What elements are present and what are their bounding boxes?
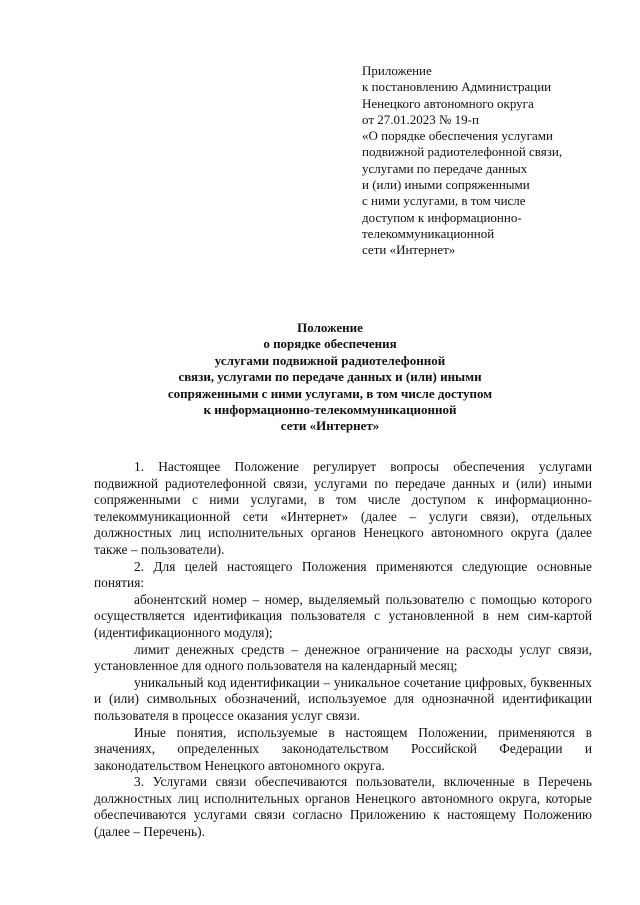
definition-unique-code: уникальный код идентификации – уникальное сочетание цифровых, буквенных и (или) символьных обозначений, используемое для однозначной идентификации пользователя в процессе оказания услуг связи. — [94, 674, 592, 723]
appendix-line: телекоммуникационной — [362, 225, 495, 241]
definition-funds-limit: лимит денежных средств – денежное ограничение на расходы услуг связи, установленное для одного пользователя на календарный месяц; — [94, 641, 592, 674]
document-body — [94, 459, 592, 841]
paragraph-2: 2. Для целей настоящего Положения применяются следующие основные понятия: — [94, 558, 592, 591]
appendix-line: услугами по передаче данных — [362, 160, 528, 176]
document-title — [80, 320, 580, 435]
paragraph-1: 1. Настоящее Положение регулирует вопросы обеспечения услугами подвижной радиотелефонной связи, услугами по передаче данных и (или) иными сопряженными с ними услугами, в том числе доступом к информационно-телекоммуникационной сети «Интернет» (далее – услуги связи), отдельных должностных лиц исполнительных органов Ненецкого автономного округа (далее также – пользователи). — [94, 459, 592, 557]
definition-subscriber-number: абонентский номер – номер, выделяемый пользователю с помощью которого осуществляется идентификация пользователя с установленной в нем сим-картой (идентификационного модуля); — [94, 591, 592, 640]
paragraph-3: 3. Услугами связи обеспечиваются пользователи, включенные в Перечень должностных лиц исполнительных органов Ненецкого автономного округа, которые обеспечиваются услугами связи согласно Приложению к настоящему Положению (далее – Перечень). — [94, 774, 592, 840]
appendix-line: подвижной радиотелефонной связи, — [362, 144, 563, 160]
appendix-line: от 27.01.2023 № 19-п — [362, 111, 479, 127]
appendix-line: сети «Интернет» — [362, 242, 456, 258]
title-line: сопряженными с ними услугами, в том числе доступом — [167, 385, 493, 401]
title-line: Положение — [297, 320, 363, 335]
appendix-header — [362, 63, 622, 259]
appendix-line: и (или) иными сопряженными — [362, 177, 530, 193]
appendix-line: с ними услугами, в том числе — [362, 193, 526, 209]
title-line: связи, услугами по передаче данных и (или) иными — [178, 369, 482, 385]
title-line: о порядке обеспечения — [263, 336, 397, 352]
title-line: к информационно-телекоммуникационной — [203, 402, 457, 418]
appendix-line: к постановлению Администрации — [362, 79, 552, 95]
title-line: услугами подвижной радиотелефонной — [214, 352, 446, 368]
title-line: сети «Интернет» — [280, 418, 380, 434]
paragraph-other-terms: Иные понятия, используемые в настоящем Положении, применяются в значениях, определенных законодательством Российской Федерации и законодательством Ненецкого автономного округа. — [94, 724, 592, 773]
appendix-line: доступом к информационно- — [362, 209, 522, 225]
appendix-line: Приложение — [362, 63, 432, 78]
appendix-line: «О порядке обеспечения услугами — [362, 128, 553, 144]
appendix-line: Ненецкого автономного округа — [362, 95, 534, 111]
